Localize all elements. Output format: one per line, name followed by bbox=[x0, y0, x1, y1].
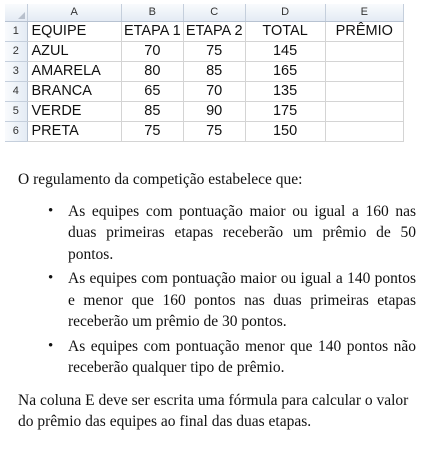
cell-total[interactable]: 145 bbox=[245, 42, 325, 62]
cell-etapa2[interactable]: 90 bbox=[183, 102, 245, 122]
row-number[interactable]: 6 bbox=[5, 122, 27, 142]
cell-etapa2[interactable]: 70 bbox=[183, 82, 245, 102]
column-header-d[interactable]: D bbox=[245, 4, 325, 22]
list-item bbox=[18, 268, 416, 333]
column-header-b[interactable]: B bbox=[121, 4, 183, 22]
cell-equipe[interactable]: VERDE bbox=[27, 102, 121, 122]
spreadsheet bbox=[5, 4, 404, 142]
bullet-icon: • bbox=[48, 270, 54, 286]
cell-equipe[interactable]: PRETA bbox=[27, 122, 121, 142]
list-item bbox=[18, 201, 416, 266]
cell-etapa1[interactable]: 80 bbox=[121, 62, 183, 82]
table-row bbox=[5, 82, 404, 102]
table-row bbox=[5, 102, 404, 122]
cell-equipe[interactable]: AZUL bbox=[27, 42, 121, 62]
cell-total[interactable]: 175 bbox=[245, 102, 325, 122]
header-row bbox=[5, 22, 404, 42]
row-number[interactable]: 4 bbox=[5, 82, 27, 102]
column-header-c[interactable]: C bbox=[183, 4, 245, 22]
select-all-corner[interactable] bbox=[5, 4, 27, 22]
cell-premio[interactable] bbox=[325, 122, 403, 142]
column-header-e[interactable]: E bbox=[325, 4, 403, 22]
row-number[interactable]: 1 bbox=[5, 22, 27, 42]
cell-etapa2[interactable]: 75 bbox=[183, 42, 245, 62]
cell-etapa1[interactable]: 75 bbox=[121, 122, 183, 142]
cell-premio[interactable] bbox=[325, 42, 403, 62]
table-row bbox=[5, 42, 404, 62]
cell-header-etapa1[interactable]: ETAPA 1 bbox=[121, 22, 183, 42]
rule-text: As equipes com pontuação maior ou igual a 140 pontos e menor que 160 pontos nas duas primeiras etapas receberão um prêmio de 30 pontos. bbox=[68, 270, 416, 330]
intro-paragraph: O regulamento da competição estabelece que: bbox=[18, 171, 303, 188]
table-row bbox=[5, 122, 404, 142]
cell-header-equipe[interactable]: EQUIPE bbox=[27, 22, 121, 42]
cell-total[interactable]: 165 bbox=[245, 62, 325, 82]
row-number[interactable]: 3 bbox=[5, 62, 27, 82]
cell-equipe[interactable]: AMARELA bbox=[27, 62, 121, 82]
rule-text: As equipes com pontuação menor que 140 pontos não receberão qualquer tipo de prêmio. bbox=[68, 337, 416, 376]
closing-paragraph: Na coluna E deve ser escrita uma fórmula para calcular o valor do prêmio das equipes ao final das duas etapas. bbox=[18, 391, 409, 430]
cell-header-total[interactable]: TOTAL bbox=[245, 22, 325, 42]
bullet-icon: • bbox=[48, 202, 54, 219]
bullet-icon: • bbox=[48, 337, 54, 354]
cell-premio[interactable] bbox=[325, 102, 403, 122]
cell-equipe[interactable]: BRANCA bbox=[27, 82, 121, 102]
column-header-row bbox=[5, 4, 404, 22]
row-number[interactable]: 5 bbox=[5, 102, 27, 122]
cell-total[interactable]: 150 bbox=[245, 122, 325, 142]
row-number[interactable]: 2 bbox=[5, 42, 27, 62]
cell-header-etapa2[interactable]: ETAPA 2 bbox=[183, 22, 245, 42]
rules-list bbox=[18, 201, 416, 379]
column-header-a[interactable]: A bbox=[27, 4, 121, 22]
cell-etapa2[interactable]: 75 bbox=[183, 122, 245, 142]
cell-premio[interactable] bbox=[325, 82, 403, 102]
problem-text bbox=[18, 169, 416, 433]
cell-premio[interactable] bbox=[325, 62, 403, 82]
cell-etapa1[interactable]: 70 bbox=[121, 42, 183, 62]
cell-header-premio[interactable]: PRÊMIO bbox=[325, 22, 403, 42]
cell-etapa1[interactable]: 85 bbox=[121, 102, 183, 122]
cell-total[interactable]: 135 bbox=[245, 82, 325, 102]
table-row bbox=[5, 62, 404, 82]
cell-etapa1[interactable]: 65 bbox=[121, 82, 183, 102]
rule-text: As equipes com pontuação maior ou igual a 160 nas duas primeiras etapas receberão um prêmio de 50 pontos. bbox=[68, 202, 416, 263]
list-item bbox=[18, 336, 416, 379]
cell-etapa2[interactable]: 85 bbox=[183, 62, 245, 82]
